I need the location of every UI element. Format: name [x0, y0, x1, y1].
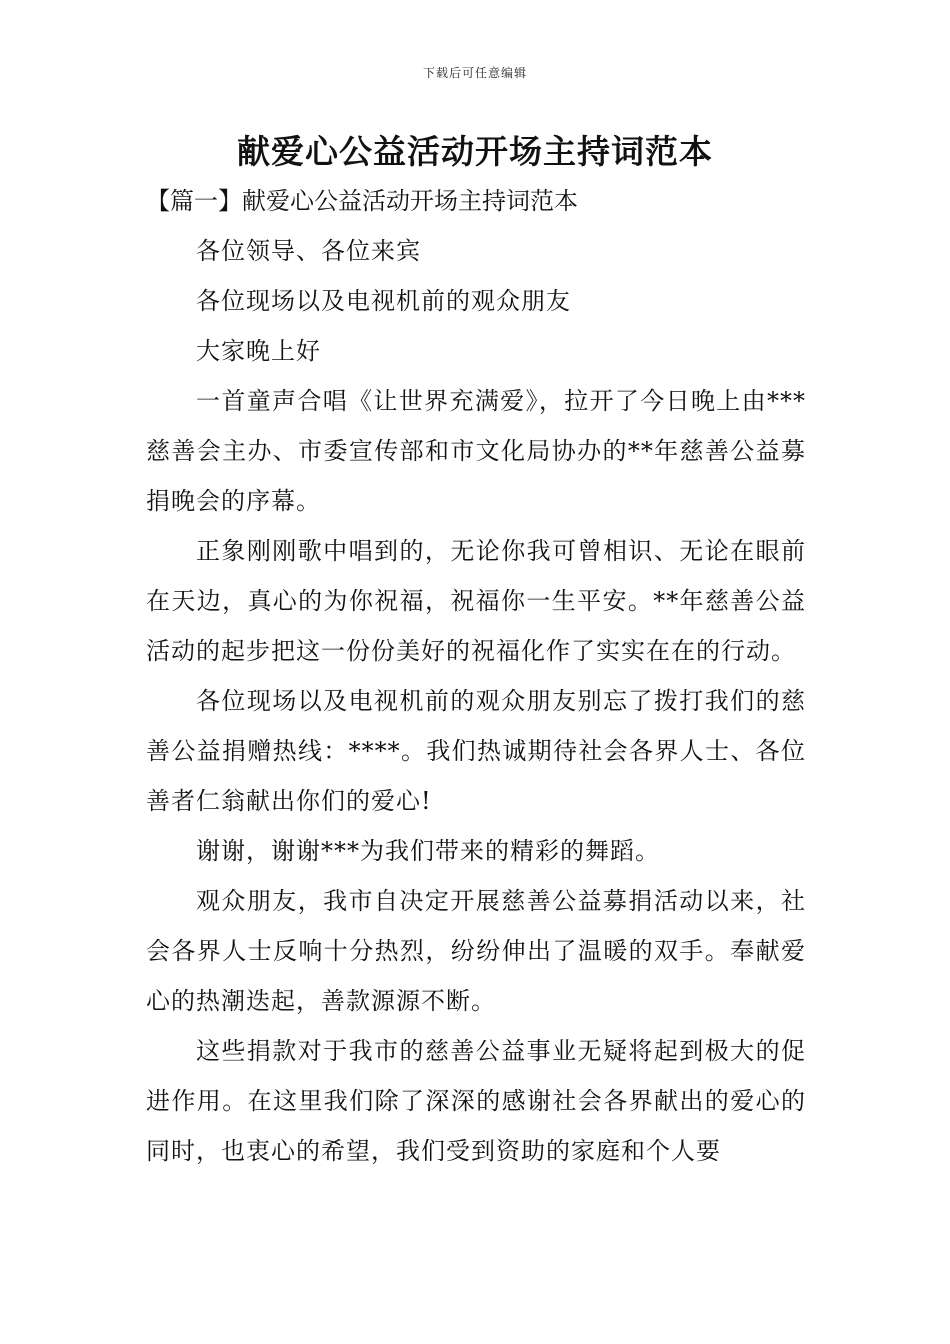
document-title: 献爱心公益活动开场主持词范本 [237, 132, 713, 171]
header-note: 下载后可任意编辑 [422, 66, 527, 80]
paragraph-greeting-audience: 各位现场以及电视机前的观众朋友 [196, 287, 571, 315]
paragraph: 一首童声合唱《让世界充满爱》，拉开了今日晚上由***慈善会主办、市委宣传部和市文化局协办的**年慈善公益募捐晚会的序幕。 [146, 387, 806, 515]
paragraph-good-evening: 大家晚上好 [196, 337, 321, 365]
paragraph: 这些捐款对于我市的慈善公益事业无疑将起到极大的促进作用。在这里我们除了深深的感谢社会各界献出的爱心的同时，也衷心的希望，我们受到资助的家庭和个人要 [146, 1037, 806, 1165]
document-body [146, 176, 806, 1176]
paragraph-greeting-leaders: 各位领导、各位来宾 [196, 237, 421, 265]
paragraph: 观众朋友，我市自决定开展慈善公益募捐活动以来，社会各界人士反响十分热烈，纷纷伸出了温暖的双手。奉献爱心的热潮迭起，善款源源不断。 [146, 887, 806, 1015]
paragraph: 谢谢，谢谢***为我们带来的精彩的舞蹈。 [196, 837, 660, 865]
paragraph: 各位现场以及电视机前的观众朋友别忘了拨打我们的慈善公益捐赠热线：****。我们热诚期待社会各界人士、各位善者仁翁献出你们的爱心! [146, 687, 806, 815]
paragraph: 正象刚刚歌中唱到的，无论你我可曾相识、无论在眼前在天边，真心的为你祝福，祝福你一生平安。**年慈善公益活动的起步把这一份份美好的祝福化作了实实在在的行动。 [146, 537, 806, 665]
section-heading: 【篇一】献爱心公益活动开场主持词范本 [146, 187, 578, 215]
